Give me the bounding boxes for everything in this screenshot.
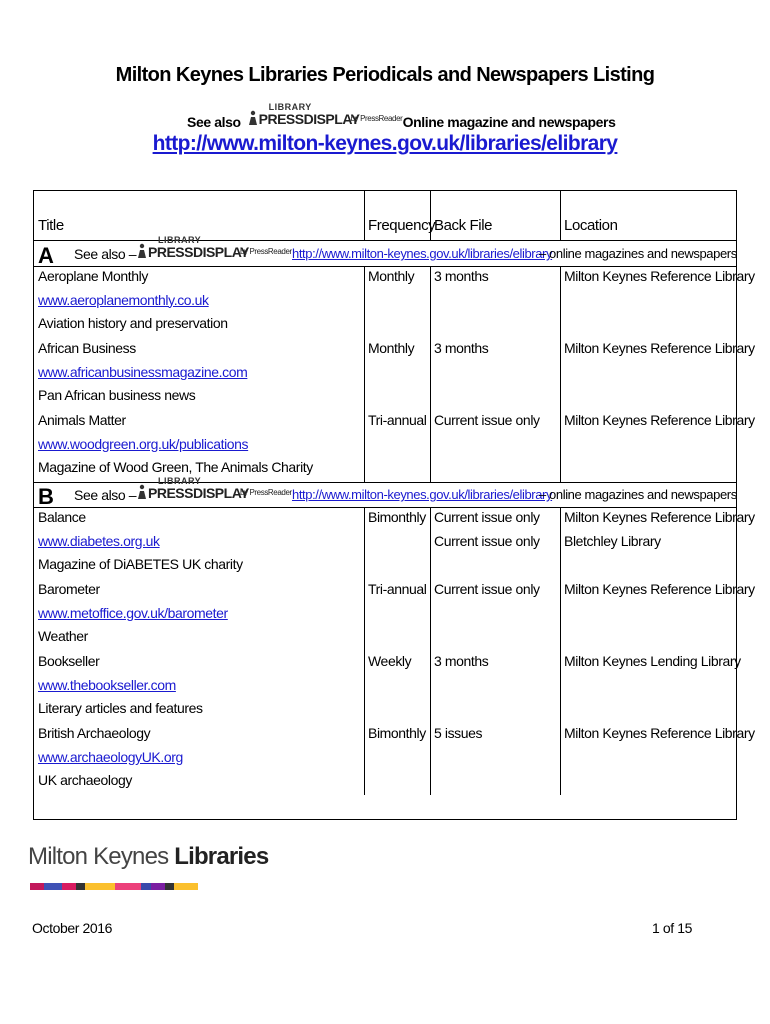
entry-url-link[interactable]: www.africanbusinessmagazine.com bbox=[38, 363, 248, 380]
section-see-also: See also – bbox=[74, 246, 137, 262]
logo-pressdisplay-text: PRESSDISPLAY bbox=[148, 244, 249, 260]
entry-title: British Archaeology bbox=[38, 725, 151, 741]
logo-library-text: LIBRARY bbox=[158, 235, 202, 245]
entry-url-link[interactable]: www.archaeologyUK.org bbox=[38, 748, 183, 765]
section-suffix: – online magazines and newspapers bbox=[539, 487, 737, 502]
entry-backfile: 5 issues bbox=[434, 725, 483, 741]
page-number: 1 of 15 bbox=[652, 920, 693, 936]
brand-light-text: Milton Keynes bbox=[28, 843, 169, 870]
color-strip-segment bbox=[174, 883, 198, 890]
color-strip-segment bbox=[62, 883, 76, 890]
column-rule bbox=[430, 191, 431, 240]
brand-color-strip bbox=[30, 883, 198, 890]
reader-figure-icon bbox=[136, 243, 148, 259]
column-rule bbox=[430, 266, 431, 482]
entry-description: Magazine of Wood Green, The Animals Charity bbox=[38, 459, 313, 475]
entry-backfile: Current issue only bbox=[434, 509, 540, 525]
entry-frequency: Monthly bbox=[368, 268, 415, 284]
color-strip-segment bbox=[30, 883, 44, 890]
entry-location: Bletchley Library bbox=[564, 532, 661, 549]
entry-backfile: Current issue only bbox=[434, 581, 540, 597]
entry-title: Bookseller bbox=[38, 653, 100, 669]
entry-frequency: Tri-annual bbox=[368, 581, 427, 597]
entry-description: Aviation history and preservation bbox=[38, 315, 228, 331]
pressdisplay-logo bbox=[247, 102, 403, 130]
pressdisplay-logo bbox=[136, 235, 292, 263]
column-rule bbox=[560, 507, 561, 795]
entry-location: Milton Keynes Lending Library bbox=[564, 653, 741, 669]
brand-bold-text: Libraries bbox=[174, 843, 269, 870]
entry-location: Milton Keynes Reference Library bbox=[564, 340, 755, 356]
entry-url-link[interactable]: www.aeroplanemonthly.co.uk bbox=[38, 291, 209, 308]
color-strip-segment bbox=[115, 883, 141, 890]
column-rule bbox=[560, 191, 561, 240]
entry-url-link[interactable]: www.metoffice.gov.uk/barometer bbox=[38, 604, 228, 621]
document-title: Milton Keynes Libraries Periodicals and Newspapers Listing bbox=[115, 64, 655, 86]
color-strip-segment bbox=[76, 883, 85, 890]
see-also-label: See also bbox=[187, 114, 241, 130]
section-letter-b: B bbox=[38, 484, 54, 509]
column-header-frequency: Frequency bbox=[368, 217, 436, 234]
entry-url-link[interactable]: www.diabetes.org.uk bbox=[38, 532, 160, 549]
entry-backfile: 3 months bbox=[434, 653, 489, 669]
logo-library-text: LIBRARY bbox=[268, 102, 312, 112]
entry-backfile: Current issue only bbox=[434, 412, 540, 428]
color-strip-segment bbox=[44, 883, 62, 890]
entry-frequency: Bimonthly bbox=[368, 509, 426, 525]
periodicals-table bbox=[33, 190, 755, 820]
column-rule bbox=[430, 507, 431, 795]
entry-title: Animals Matter bbox=[38, 412, 126, 428]
section-elibrary-link[interactable]: http://www.milton-keynes.gov.uk/libraries/elibrary bbox=[292, 246, 553, 261]
entry-backfile: Current issue only bbox=[434, 532, 540, 549]
entry-location: Milton Keynes Reference Library bbox=[564, 412, 755, 428]
column-rule bbox=[364, 507, 365, 795]
entry-location: Milton Keynes Reference Library bbox=[564, 268, 755, 284]
online-text: Online magazine and newspapers bbox=[402, 114, 616, 130]
logo-pressdisplay-text: PRESSDISPLAY bbox=[258, 111, 360, 127]
reader-figure-icon bbox=[247, 110, 259, 126]
entry-title: African Business bbox=[38, 340, 136, 356]
logo-by-text: by PressReader bbox=[240, 488, 292, 497]
entry-url-link[interactable]: www.thebookseller.com bbox=[38, 676, 176, 693]
entry-backfile: 3 months bbox=[434, 268, 489, 284]
logo-pressdisplay-text: PRESSDISPLAY bbox=[148, 485, 249, 501]
entry-description: UK archaeology bbox=[38, 772, 133, 788]
column-header-title: Title bbox=[38, 217, 64, 234]
column-header-back-file: Back File bbox=[434, 217, 493, 234]
entry-frequency: Weekly bbox=[368, 653, 412, 669]
section-letter-a: A bbox=[38, 243, 54, 268]
column-rule bbox=[364, 266, 365, 482]
see-also-line bbox=[187, 104, 615, 130]
entry-url-link[interactable]: www.woodgreen.org.uk/publications bbox=[38, 435, 249, 452]
section-see-also: See also – bbox=[74, 487, 137, 503]
logo-library-text: LIBRARY bbox=[158, 476, 202, 486]
entry-frequency: Tri-annual bbox=[368, 412, 427, 428]
entry-frequency: Monthly bbox=[368, 340, 415, 356]
entry-title: Barometer bbox=[38, 581, 100, 597]
column-rule bbox=[364, 191, 365, 240]
entry-title: Balance bbox=[38, 509, 86, 525]
section-divider bbox=[34, 266, 736, 267]
elibrary-link[interactable]: http://www.milton-keynes.gov.uk/libraries/elibrary bbox=[152, 132, 618, 155]
entry-location: Milton Keynes Reference Library bbox=[564, 581, 755, 597]
logo-by-text: by PressReader bbox=[240, 247, 292, 256]
entry-description: Pan African business news bbox=[38, 387, 196, 403]
entry-title: Aeroplane Monthly bbox=[38, 268, 148, 284]
entry-description: Literary articles and features bbox=[38, 700, 203, 716]
color-strip-segment bbox=[165, 883, 174, 890]
pressdisplay-logo bbox=[136, 476, 292, 504]
logo-by-text: by PressReader bbox=[350, 114, 403, 123]
entry-description: Magazine of DiABETES UK charity bbox=[38, 556, 243, 572]
reader-figure-icon bbox=[136, 484, 148, 500]
mk-libraries-logo bbox=[28, 843, 268, 871]
section-suffix: – online magazines and newspapers bbox=[539, 246, 737, 261]
entry-location: Milton Keynes Reference Library bbox=[564, 509, 755, 525]
color-strip-segment bbox=[85, 883, 115, 890]
entry-location: Milton Keynes Reference Library bbox=[564, 725, 755, 741]
entry-frequency: Bimonthly bbox=[368, 725, 426, 741]
color-strip-segment bbox=[141, 883, 151, 890]
color-strip-segment bbox=[151, 883, 165, 890]
footer-date: October 2016 bbox=[32, 920, 113, 936]
column-rule bbox=[560, 266, 561, 482]
section-divider bbox=[34, 507, 736, 508]
entry-description: Weather bbox=[38, 628, 88, 644]
section-elibrary-link[interactable]: http://www.milton-keynes.gov.uk/libraries/elibrary bbox=[292, 487, 553, 502]
column-header-location: Location bbox=[564, 217, 618, 234]
entry-backfile: 3 months bbox=[434, 340, 489, 356]
